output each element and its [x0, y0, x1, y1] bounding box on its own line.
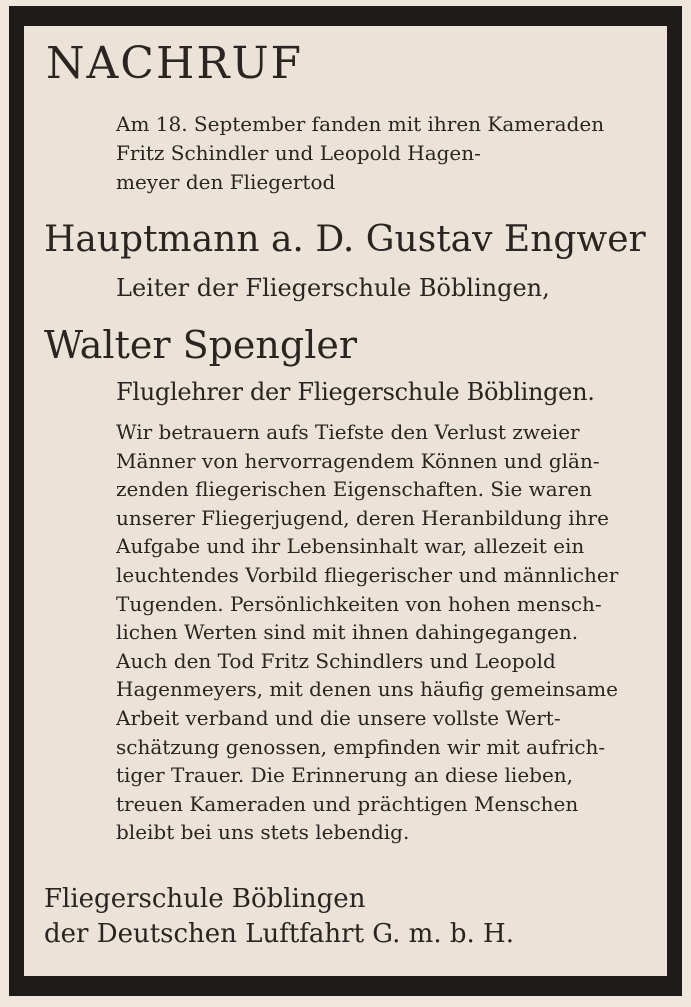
- body-line: Wir betrauern aufs Tiefste den Verlust zweier: [116, 420, 580, 444]
- deceased-role-engwer: Leiter der Fliegerschule Böblingen,: [116, 274, 550, 302]
- body-line: Männer von hervorragendem Können und glän-: [116, 448, 600, 473]
- body-line: bleibt bei uns stets lebendig.: [116, 820, 410, 845]
- signature: [44, 882, 514, 952]
- body-line: Arbeit verband und die unsere vollste Wert-: [116, 705, 561, 730]
- body-line: zenden fliegerischen Eigenschaften. Sie waren: [116, 477, 592, 502]
- body-line: Aufgabe und ihr Lebensinhalt war, allezeit ein: [116, 534, 585, 559]
- body-line: tiger Trauer. Die Erinnerung an diese lieben,: [116, 763, 574, 788]
- body-line: Tugenden. Persönlichkeiten von hohen mensch-: [116, 591, 602, 616]
- intro-paragraph: [116, 110, 661, 197]
- signature-line: der Deutschen Luftfahrt G. m. b. H.: [44, 919, 514, 949]
- body-line: unserer Fliegerjugend, deren Heranbildung ihre: [116, 505, 609, 530]
- body-line: schätzung genossen, empfinden wir mit aufrich-: [116, 734, 606, 759]
- deceased-name-spengler: Walter Spengler: [44, 323, 358, 367]
- signature-line: Fliegerschule Böblingen: [44, 884, 366, 914]
- notice-content: [24, 26, 667, 976]
- intro-line: Am 18. September fanden mit ihren Kameraden: [116, 112, 605, 136]
- body-line: treuen Kameraden und prächtigen Menschen: [116, 791, 579, 816]
- body-line: leuchtendes Vorbild fliegerischer und männlicher: [116, 562, 619, 587]
- mourning-border-frame: [9, 6, 682, 996]
- deceased-role-spengler: Fluglehrer der Fliegerschule Böblingen.: [116, 378, 595, 406]
- body-paragraph: [116, 418, 661, 847]
- notice-title: NACHRUF: [46, 38, 304, 89]
- deceased-name-engwer: Hauptmann a. D. Gustav Engwer: [44, 219, 646, 260]
- intro-line: meyer den Fliegertod: [116, 170, 336, 194]
- body-line: Auch den Tod Fritz Schindlers und Leopold: [116, 648, 556, 673]
- body-line: lichen Werten sind mit ihnen dahingegangen.: [116, 620, 579, 645]
- body-line: Hagenmeyers, mit denen uns häufig gemeinsame: [116, 677, 618, 702]
- intro-line: Fritz Schindler und Leopold Hagen-: [116, 141, 481, 165]
